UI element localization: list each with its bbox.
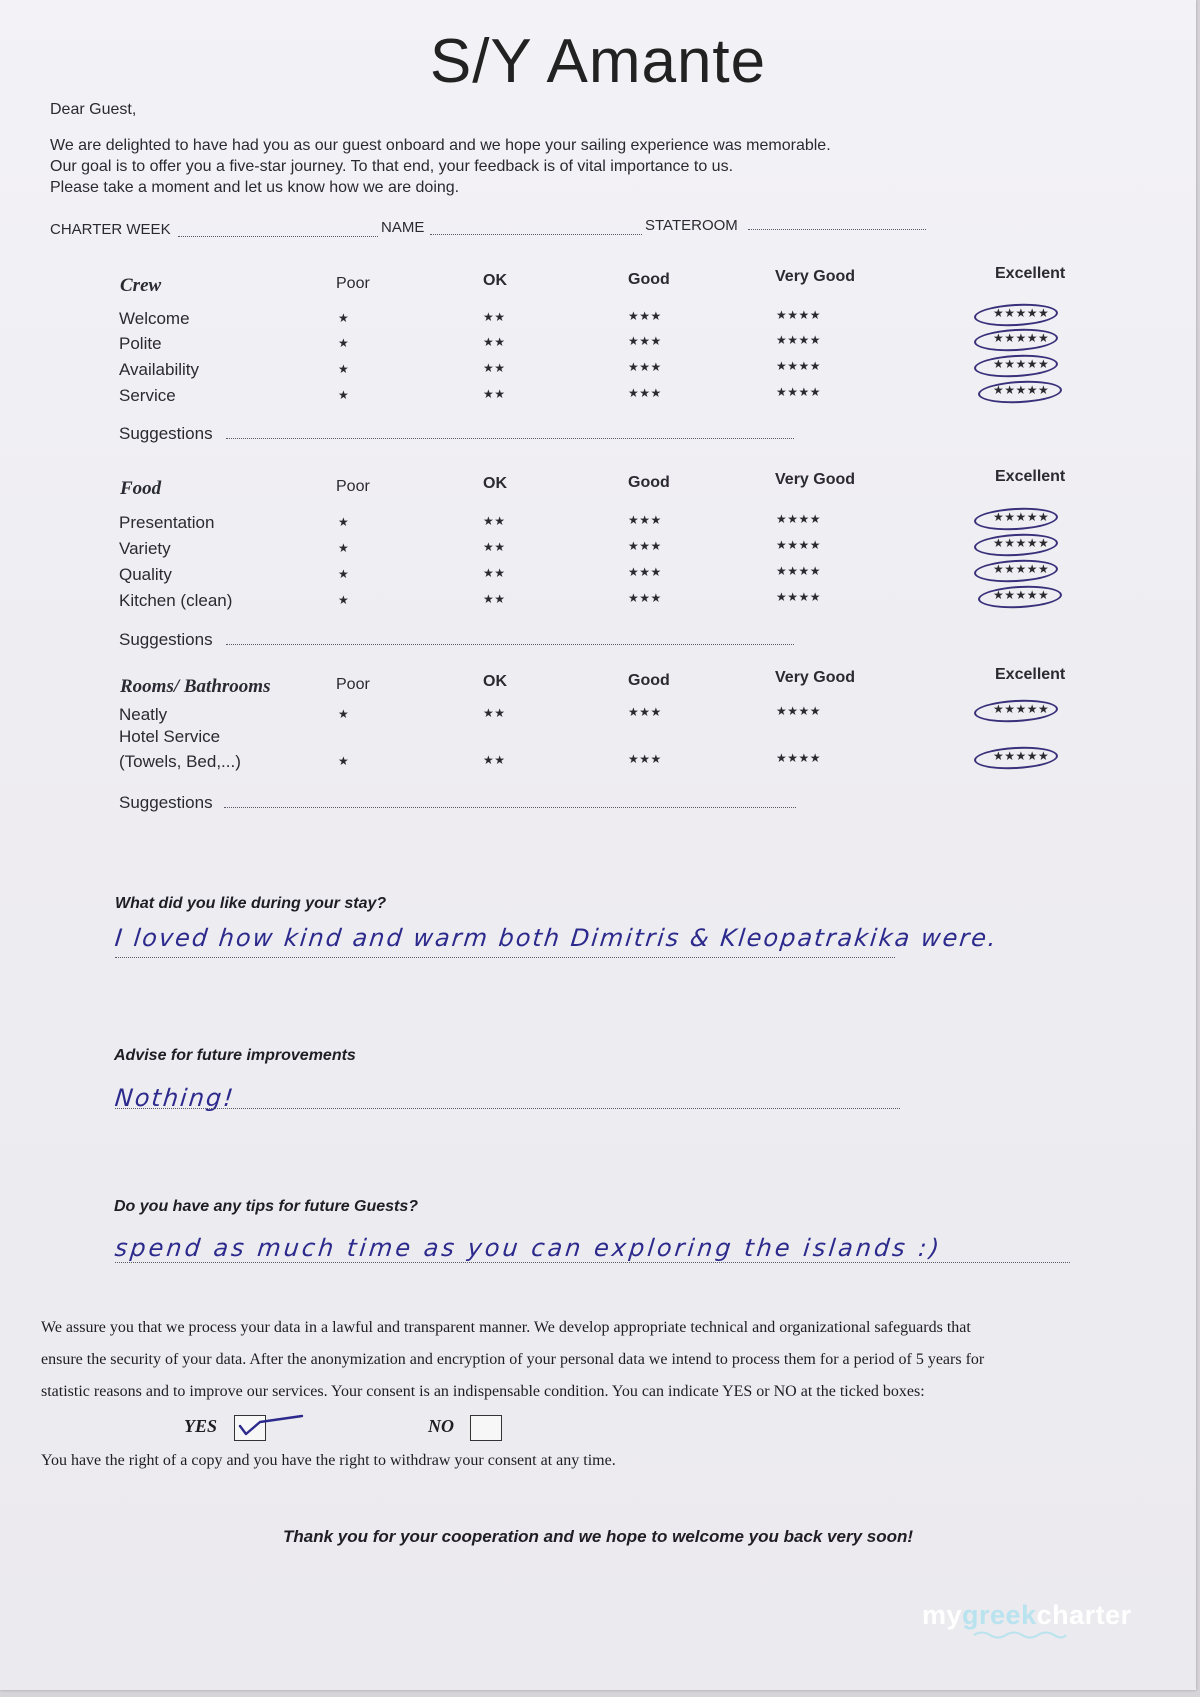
rating-stars-selected[interactable]: ★★★★★: [993, 331, 1050, 345]
legal-line-2: ensure the security of your data. After the anonymization and encryption of your personal data we intend to process them for a period of 5 years for: [41, 1351, 985, 1368]
rating-stars-option[interactable]: ★★★: [628, 513, 662, 527]
rating-row-label: Neatly: [119, 705, 168, 724]
rating-row-label: Hotel Service: [119, 727, 221, 746]
rating-column-header: Excellent: [995, 666, 1066, 683]
rating-column-header: Very Good: [775, 471, 856, 488]
rating-stars-option[interactable]: ★★★★: [776, 590, 822, 604]
rating-stars-selected[interactable]: ★★★★★: [993, 562, 1050, 576]
rating-stars-selected[interactable]: ★★★★★: [993, 383, 1050, 397]
rating-row-label: Service: [119, 386, 176, 405]
rating-stars-option[interactable]: ★: [338, 541, 350, 555]
rating-stars-option[interactable]: ★: [338, 593, 350, 607]
rating-row-sublabel: (Towels, Bed,...): [119, 752, 241, 771]
form-title: S/Y Amante: [429, 27, 767, 96]
rating-stars-selected[interactable]: ★★★★★: [993, 306, 1050, 320]
rating-stars-selected[interactable]: ★★★★★: [993, 357, 1050, 371]
greeting: Dear Guest,: [50, 101, 137, 118]
rating-stars-option[interactable]: ★★★★: [776, 751, 822, 765]
rating-column-header: Very Good: [775, 669, 856, 686]
rating-stars-option[interactable]: ★★★: [628, 360, 662, 374]
rating-stars-option[interactable]: ★: [338, 567, 350, 581]
intro-line-1: We are delighted to have had you as our guest onboard and we hope your sailing experience was memorable.: [50, 137, 831, 154]
rating-stars-option[interactable]: ★: [338, 707, 350, 721]
answer-liked[interactable]: I loved how kind and warm both Dimitris & Kleopatrakika were.: [113, 924, 1000, 952]
name-field[interactable]: [430, 234, 642, 235]
rating-stars-option[interactable]: ★★: [483, 335, 506, 349]
suggestions-label: Suggestions: [119, 630, 213, 649]
intro-line-2: Our goal is to offer you a five-star journey. To that end, your feedback is of vital importance to us.: [50, 158, 734, 175]
answer-tips-line: [115, 1262, 1070, 1263]
watermark-wave-icon: [972, 1630, 1068, 1640]
rating-column-header: Good: [628, 271, 670, 288]
rating-column-header: Poor: [336, 478, 370, 495]
rating-row-label: Quality: [119, 565, 172, 584]
rating-stars-option[interactable]: ★★: [483, 540, 506, 554]
rating-stars-option[interactable]: ★★★★: [776, 333, 822, 347]
rating-stars-option[interactable]: ★: [338, 515, 350, 529]
rating-column-header: Poor: [336, 275, 370, 292]
suggestions-label: Suggestions: [119, 793, 213, 812]
rating-stars-option[interactable]: ★★: [483, 361, 506, 375]
rating-stars-option[interactable]: ★: [338, 336, 350, 350]
section-title: Food: [120, 478, 162, 499]
stateroom-field[interactable]: [748, 229, 926, 230]
rating-stars-option[interactable]: ★★★: [628, 705, 662, 719]
rating-stars-option[interactable]: ★★: [483, 753, 506, 767]
rating-column-header: OK: [483, 673, 507, 690]
rating-column-header: Good: [628, 672, 670, 689]
no-checkbox[interactable]: [470, 1415, 502, 1441]
rating-stars-option[interactable]: ★★: [483, 706, 506, 720]
rating-stars-selected[interactable]: ★★★★★: [993, 536, 1050, 550]
rating-stars-option[interactable]: ★★★: [628, 752, 662, 766]
rating-stars-option[interactable]: ★★: [483, 592, 506, 606]
yes-label: YES: [184, 1416, 218, 1436]
rating-column-header: Excellent: [995, 265, 1066, 282]
watermark-part-my: my: [922, 1600, 963, 1630]
name-label: NAME: [381, 219, 425, 236]
rating-stars-selected[interactable]: ★★★★★: [993, 702, 1050, 716]
watermark-part-greek: greek: [962, 1600, 1037, 1630]
suggestions-field[interactable]: [226, 644, 794, 645]
yes-checkmark: [236, 1410, 306, 1442]
rating-column-header: Excellent: [995, 468, 1066, 485]
section-title: Crew: [120, 275, 162, 296]
thank-you-text: Thank you for your cooperation and we hope to welcome you back very soon!: [282, 1527, 914, 1546]
rating-stars-option[interactable]: ★★★: [628, 565, 662, 579]
rating-stars-option[interactable]: ★★★: [628, 539, 662, 553]
rating-row-label: Availability: [119, 360, 200, 379]
rating-column-header: OK: [483, 272, 507, 289]
rating-stars-option[interactable]: ★★: [483, 514, 506, 528]
rating-stars-selected[interactable]: ★★★★★: [993, 510, 1050, 524]
rating-column-header: OK: [483, 475, 507, 492]
rating-stars-option[interactable]: ★: [338, 311, 350, 325]
watermark-logo: [922, 1600, 1132, 1631]
rating-stars-option[interactable]: ★★★★: [776, 564, 822, 578]
rating-stars-option[interactable]: ★★★★: [776, 704, 822, 718]
rights-text: You have the right of a copy and you have the right to withdraw your consent at any time.: [41, 1452, 616, 1469]
rating-row-label: Presentation: [119, 513, 215, 532]
legal-line-1: We assure you that we process your data in a lawful and transparent manner. We develop appropriate technical and organizational safeguards that: [41, 1319, 971, 1336]
answer-improvements[interactable]: Nothing!: [113, 1084, 237, 1112]
rating-stars-selected[interactable]: ★★★★★: [993, 588, 1050, 602]
charter-week-field[interactable]: [178, 236, 378, 237]
rating-stars-option[interactable]: ★★★★: [776, 308, 822, 322]
rating-stars-option[interactable]: ★★: [483, 310, 506, 324]
answer-liked-line: [115, 957, 895, 958]
question-tips: Do you have any tips for future Guests?: [114, 1198, 419, 1215]
rating-column-header: Very Good: [775, 268, 856, 285]
rating-row-label: Polite: [119, 334, 162, 353]
rating-stars-option[interactable]: ★: [338, 388, 350, 402]
no-label: NO: [428, 1416, 454, 1436]
rating-column-header: Poor: [336, 676, 370, 693]
rating-stars-option[interactable]: ★★★★: [776, 385, 822, 399]
rating-stars-option[interactable]: ★: [338, 362, 350, 376]
answer-improvements-line: [115, 1108, 900, 1109]
rating-stars-option[interactable]: ★★★: [628, 386, 662, 400]
suggestions-field[interactable]: [224, 807, 796, 808]
rating-stars-option[interactable]: ★★★★: [776, 359, 822, 373]
legal-line-3: statistic reasons and to improve our services. Your consent is an indispensable condition. You can indicate YES or NO at the ticked boxes:: [41, 1383, 925, 1400]
suggestions-field[interactable]: [226, 438, 794, 439]
section-title: Rooms/ Bathrooms: [120, 676, 271, 697]
suggestions-label: Suggestions: [119, 424, 213, 443]
rating-stars-option[interactable]: ★: [338, 754, 350, 768]
rating-column-header: Good: [628, 474, 670, 491]
rating-stars-option[interactable]: ★★★★: [776, 538, 822, 552]
stateroom-label: STATEROOM: [645, 217, 738, 234]
rating-stars-option[interactable]: ★★★: [628, 309, 662, 323]
rating-stars-option[interactable]: ★★: [483, 566, 506, 580]
question-improvements: Advise for future improvements: [114, 1047, 356, 1064]
charter-week-label: CHARTER WEEK: [50, 221, 171, 238]
rating-stars-option[interactable]: ★★★: [628, 591, 662, 605]
rating-row-label: Variety: [119, 539, 171, 558]
question-liked: What did you like during your stay?: [115, 895, 387, 912]
answer-tips[interactable]: spend as much time as you can exploring the islands :): [113, 1234, 944, 1262]
watermark-part-charter: charter: [1036, 1600, 1132, 1630]
rating-stars-option[interactable]: ★★★★: [776, 512, 822, 526]
intro-line-3: Please take a moment and let us know how we are doing.: [50, 179, 460, 196]
rating-row-label: Welcome: [119, 309, 190, 328]
rating-stars-option[interactable]: ★★★: [628, 334, 662, 348]
rating-stars-selected[interactable]: ★★★★★: [993, 749, 1050, 763]
rating-row-label: Kitchen (clean): [119, 591, 233, 610]
rating-stars-option[interactable]: ★★: [483, 387, 506, 401]
